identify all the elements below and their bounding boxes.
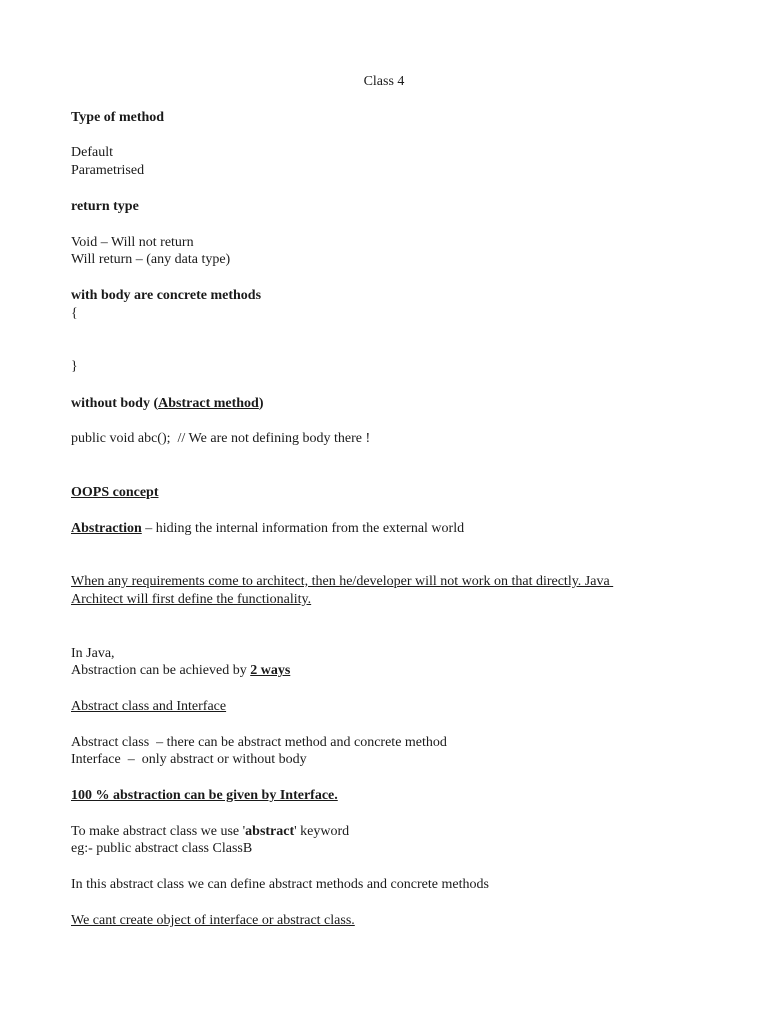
abstract-method-term: Abstract method [158,396,259,411]
page-title: Class 4 [363,74,405,89]
concrete-methods-heading: with body are concrete methods [71,288,262,303]
two-ways-pre: Abstraction can be achieved by [71,663,251,678]
return-type-heading: return type [71,199,139,214]
oops-concept-heading: OOPS concept [71,485,159,500]
cannot-create-object-note: We cant create object of interface or abstract class. [71,913,355,928]
abstraction-definition-text: – hiding the internal information from the external world [141,521,465,536]
in-java-line: In Java, [71,646,115,661]
abstract-class-example: eg:- public abstract class ClassB [71,841,253,856]
return-type-will-return: Will return – (any data type) [71,252,231,267]
architect-note-line-1: When any requirements come to architect, then he/developer will not work on that directly. Java [71,574,614,589]
close-brace: } [71,359,78,374]
abstract-method-example: public void abc(); // We are not defining body there ! [71,431,371,446]
full-abstraction-note: 100 % abstraction can be given by Interface. [71,788,338,803]
interface-description: Interface – only abstract or without body [71,752,307,767]
abstract-method-heading-post: ) [258,396,264,411]
ways-heading: Abstract class and Interface [71,699,227,714]
abstraction-term: Abstraction [71,521,142,536]
open-brace: { [71,306,78,321]
architect-note-line-2: Architect will first define the functionality. [71,592,312,607]
abstract-class-description: Abstract class – there can be abstract method and concrete method [71,735,447,750]
two-ways-line [71,662,290,680]
abstract-keyword-post: ' keyword [294,824,350,839]
abstract-class-define-note: In this abstract class we can define abstract methods and concrete methods [71,877,489,892]
abstraction-definition [71,520,464,538]
method-type-default: Default [71,145,113,160]
return-type-void: Void – Will not return [71,235,194,250]
type-of-method-heading: Type of method [71,110,165,125]
abstract-keyword-line [71,823,349,841]
abstract-keyword: abstract [245,824,295,839]
abstract-method-heading-pre: without body ( [71,396,159,411]
two-ways-emphasis: 2 ways [250,663,291,678]
method-type-parametrised: Parametrised [71,163,145,178]
abstract-method-heading [71,395,264,413]
abstract-keyword-pre: To make abstract class we use ' [71,824,246,839]
